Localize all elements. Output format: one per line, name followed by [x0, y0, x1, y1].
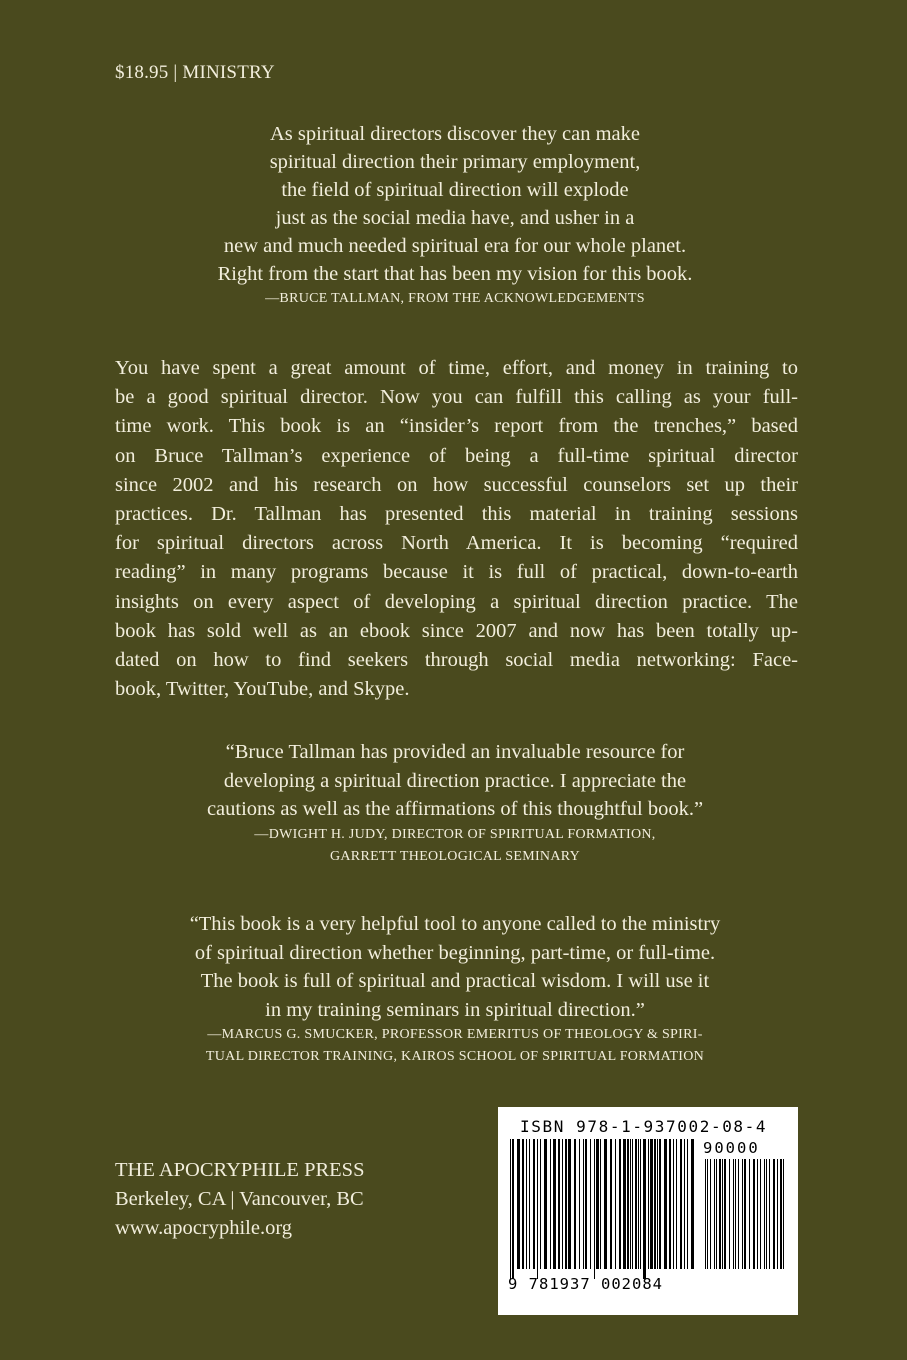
barcode-bar — [643, 1139, 646, 1279]
barcode-bar — [757, 1159, 758, 1269]
barcode-bar — [650, 1139, 653, 1269]
barcode-bar — [562, 1139, 563, 1269]
publisher-name: THE APOCRYPHILE PRESS — [115, 1159, 365, 1181]
description-line: be a good spiritual director. Now you can fulfill this calling as your full- — [115, 386, 798, 409]
barcode-bar — [716, 1159, 717, 1269]
barcode-bar — [585, 1139, 587, 1269]
ean-digits: 9 781937 002084 — [508, 1275, 663, 1293]
barcode-bar — [537, 1139, 538, 1279]
description-line: book has sold well as an ebook since 2007 and now has been totally up- — [115, 619, 798, 642]
barcode-bar — [780, 1159, 782, 1269]
barcode-bar — [544, 1139, 547, 1269]
barcode-bar — [648, 1139, 649, 1269]
barcode-bar — [526, 1139, 527, 1269]
barcode-bar — [630, 1139, 631, 1269]
barcode-bar — [738, 1159, 739, 1269]
barcode-bar — [669, 1139, 671, 1269]
barcode-bar — [777, 1159, 778, 1269]
barcode-bar — [773, 1159, 775, 1269]
epigraph-line: Right from the start that has been my vision for this book. — [217, 263, 693, 285]
barcode-bar — [680, 1139, 682, 1269]
endorsement-attribution: —MARCUS G. SMUCKER, PROFESSOR EMERITUS OF THEOLOGY & SPIRI- — [207, 1027, 703, 1042]
barcode-bar — [742, 1159, 743, 1269]
barcode-bar — [550, 1139, 551, 1269]
endorsement-attribution: —DWIGHT H. JUDY, DIRECTOR OF SPIRITUAL FORMATION, — [254, 826, 656, 842]
barcode-bar — [638, 1139, 639, 1269]
barcode-bar — [540, 1139, 541, 1269]
barcode-bar — [623, 1139, 626, 1269]
epigraph-quote — [110, 120, 800, 310]
barcode-bar — [510, 1139, 511, 1279]
barcode-bar — [733, 1159, 734, 1269]
barcode-bar — [676, 1139, 677, 1269]
barcode-bar — [749, 1159, 750, 1269]
publisher-website: www.apocryphile.org — [115, 1217, 293, 1239]
endorsement-line: cautions as well as the affirmations of this thoughtful book.” — [206, 798, 704, 820]
barcode-bar — [594, 1139, 595, 1279]
barcode-bar — [533, 1139, 535, 1269]
barcode-bar — [512, 1139, 514, 1279]
barcode-bar — [714, 1159, 715, 1269]
barcode-bar — [691, 1139, 694, 1269]
barcode-bar — [619, 1139, 621, 1269]
barcode-bar — [724, 1159, 726, 1269]
endorsement-line: “Bruce Tallman has provided an invaluable resource for — [225, 741, 685, 763]
endorsement-attribution: GARRETT THEOLOGICAL SEMINARY — [329, 848, 581, 864]
endorsement-attribution: TUAL DIRECTOR TRAINING, KAIROS SCHOOL OF SPIRITUAL FORMATION — [205, 1049, 705, 1064]
epigraph-line: As spiritual directors discover they can make — [269, 123, 641, 145]
isbn-barcode — [498, 1107, 798, 1315]
barcode-bar — [596, 1139, 599, 1269]
barcode-bar — [766, 1159, 767, 1269]
barcode-bar — [783, 1159, 784, 1269]
description-line: insights on every aspect of developing a spiritual direction practice. The — [115, 590, 798, 613]
endorsement-line: of spiritual direction whether beginning, part-time, or full-time. — [194, 941, 716, 964]
barcode-bar — [764, 1159, 765, 1269]
price-code: 90000 — [703, 1139, 760, 1157]
barcode-bar — [627, 1139, 629, 1269]
barcode-bar — [529, 1139, 530, 1269]
description-line: since 2002 and his research on how successful counselors set up their — [115, 473, 798, 496]
barcode-bar — [707, 1159, 708, 1269]
epigraph-attribution: —BRUCE TALLMAN, FROM THE ACKNOWLEDGEMENTS — [265, 291, 645, 306]
publisher-locations: Berkeley, CA | Vancouver, BC — [115, 1188, 364, 1210]
barcode-bar — [735, 1159, 736, 1269]
barcode-bar — [722, 1159, 723, 1269]
barcode-bar — [664, 1139, 667, 1269]
barcode-bar — [579, 1139, 580, 1269]
epigraph-line: the field of spiritual direction will explode — [281, 179, 629, 201]
barcode-bar — [673, 1139, 674, 1269]
barcode-bar — [719, 1159, 721, 1269]
barcode-bar — [657, 1139, 658, 1269]
barcode-bar — [659, 1139, 661, 1269]
epigraph-line: new and much needed spiritual era for our whole planet. — [223, 235, 687, 257]
endorsement-line: “This book is a very helpful tool to anyone called to the ministry — [189, 913, 721, 935]
barcode-bar — [760, 1159, 761, 1269]
price-category: $18.95 | MINISTRY — [115, 62, 275, 83]
barcode-bar — [615, 1139, 616, 1269]
book-description — [115, 354, 798, 704]
barcode-bar — [517, 1139, 520, 1269]
description-line: reading” in many programs because it is full of practical, down-to-earth — [115, 561, 798, 584]
barcode-bar — [640, 1139, 641, 1269]
endorsement-smucker — [105, 910, 805, 1068]
barcode-bar — [565, 1139, 567, 1269]
description-line: book, Twitter, YouTube, and Skype. — [115, 678, 410, 701]
barcode-bar — [553, 1139, 556, 1269]
barcode-bar — [705, 1159, 706, 1269]
barcode-bar — [710, 1159, 711, 1269]
barcode-bar — [684, 1139, 685, 1269]
barcode-bar — [632, 1139, 633, 1269]
publisher-info — [115, 1156, 364, 1243]
price-barcode-bars — [703, 1159, 788, 1279]
epigraph-line: spiritual direction their primary employment, — [269, 151, 641, 173]
barcode-bar — [769, 1159, 770, 1269]
description-line: time work. This book is an “insider’s report from the trenches,” based — [115, 415, 798, 438]
barcode-bar — [610, 1139, 612, 1269]
description-line: dated on how to find seekers through social media networking: Face- — [115, 649, 798, 672]
barcode-bar — [558, 1139, 560, 1269]
endorsement-line: The book is full of spiritual and practical wisdom. I will use it — [200, 970, 710, 992]
isbn-label: ISBN 978-1-937002-08-4 — [520, 1117, 768, 1136]
description-line: You have spent a great amount of time, effort, and money in training to — [115, 357, 798, 379]
barcode-bar — [590, 1139, 591, 1269]
barcode-bar — [687, 1139, 688, 1269]
barcode-bar — [635, 1139, 637, 1269]
description-line: for spiritual directors across North America. It is becoming “required — [115, 532, 798, 555]
barcode-bar — [600, 1139, 601, 1269]
barcode-bar — [729, 1159, 730, 1269]
barcode-bar — [583, 1139, 584, 1269]
epigraph-line: just as the social media have, and usher in a — [275, 207, 635, 229]
barcode-bar — [522, 1139, 524, 1269]
barcode-bar — [744, 1159, 746, 1269]
endorsement-judy — [110, 738, 800, 868]
endorsement-line: in my training seminars in spiritual direction.” — [265, 998, 645, 1021]
barcode-bar — [753, 1159, 755, 1269]
description-line: on Bruce Tallman’s experience of being a full-time spiritual director — [115, 444, 798, 467]
barcode-bar — [574, 1139, 576, 1269]
endorsement-line: developing a spiritual direction practice. I appreciate the — [223, 769, 687, 792]
description-line: practices. Dr. Tallman has presented this material in training sessions — [115, 503, 798, 526]
ean-barcode-bars — [508, 1139, 698, 1279]
barcode-bar — [568, 1139, 571, 1269]
barcode-bar — [604, 1139, 607, 1269]
barcode-bar — [654, 1139, 656, 1269]
